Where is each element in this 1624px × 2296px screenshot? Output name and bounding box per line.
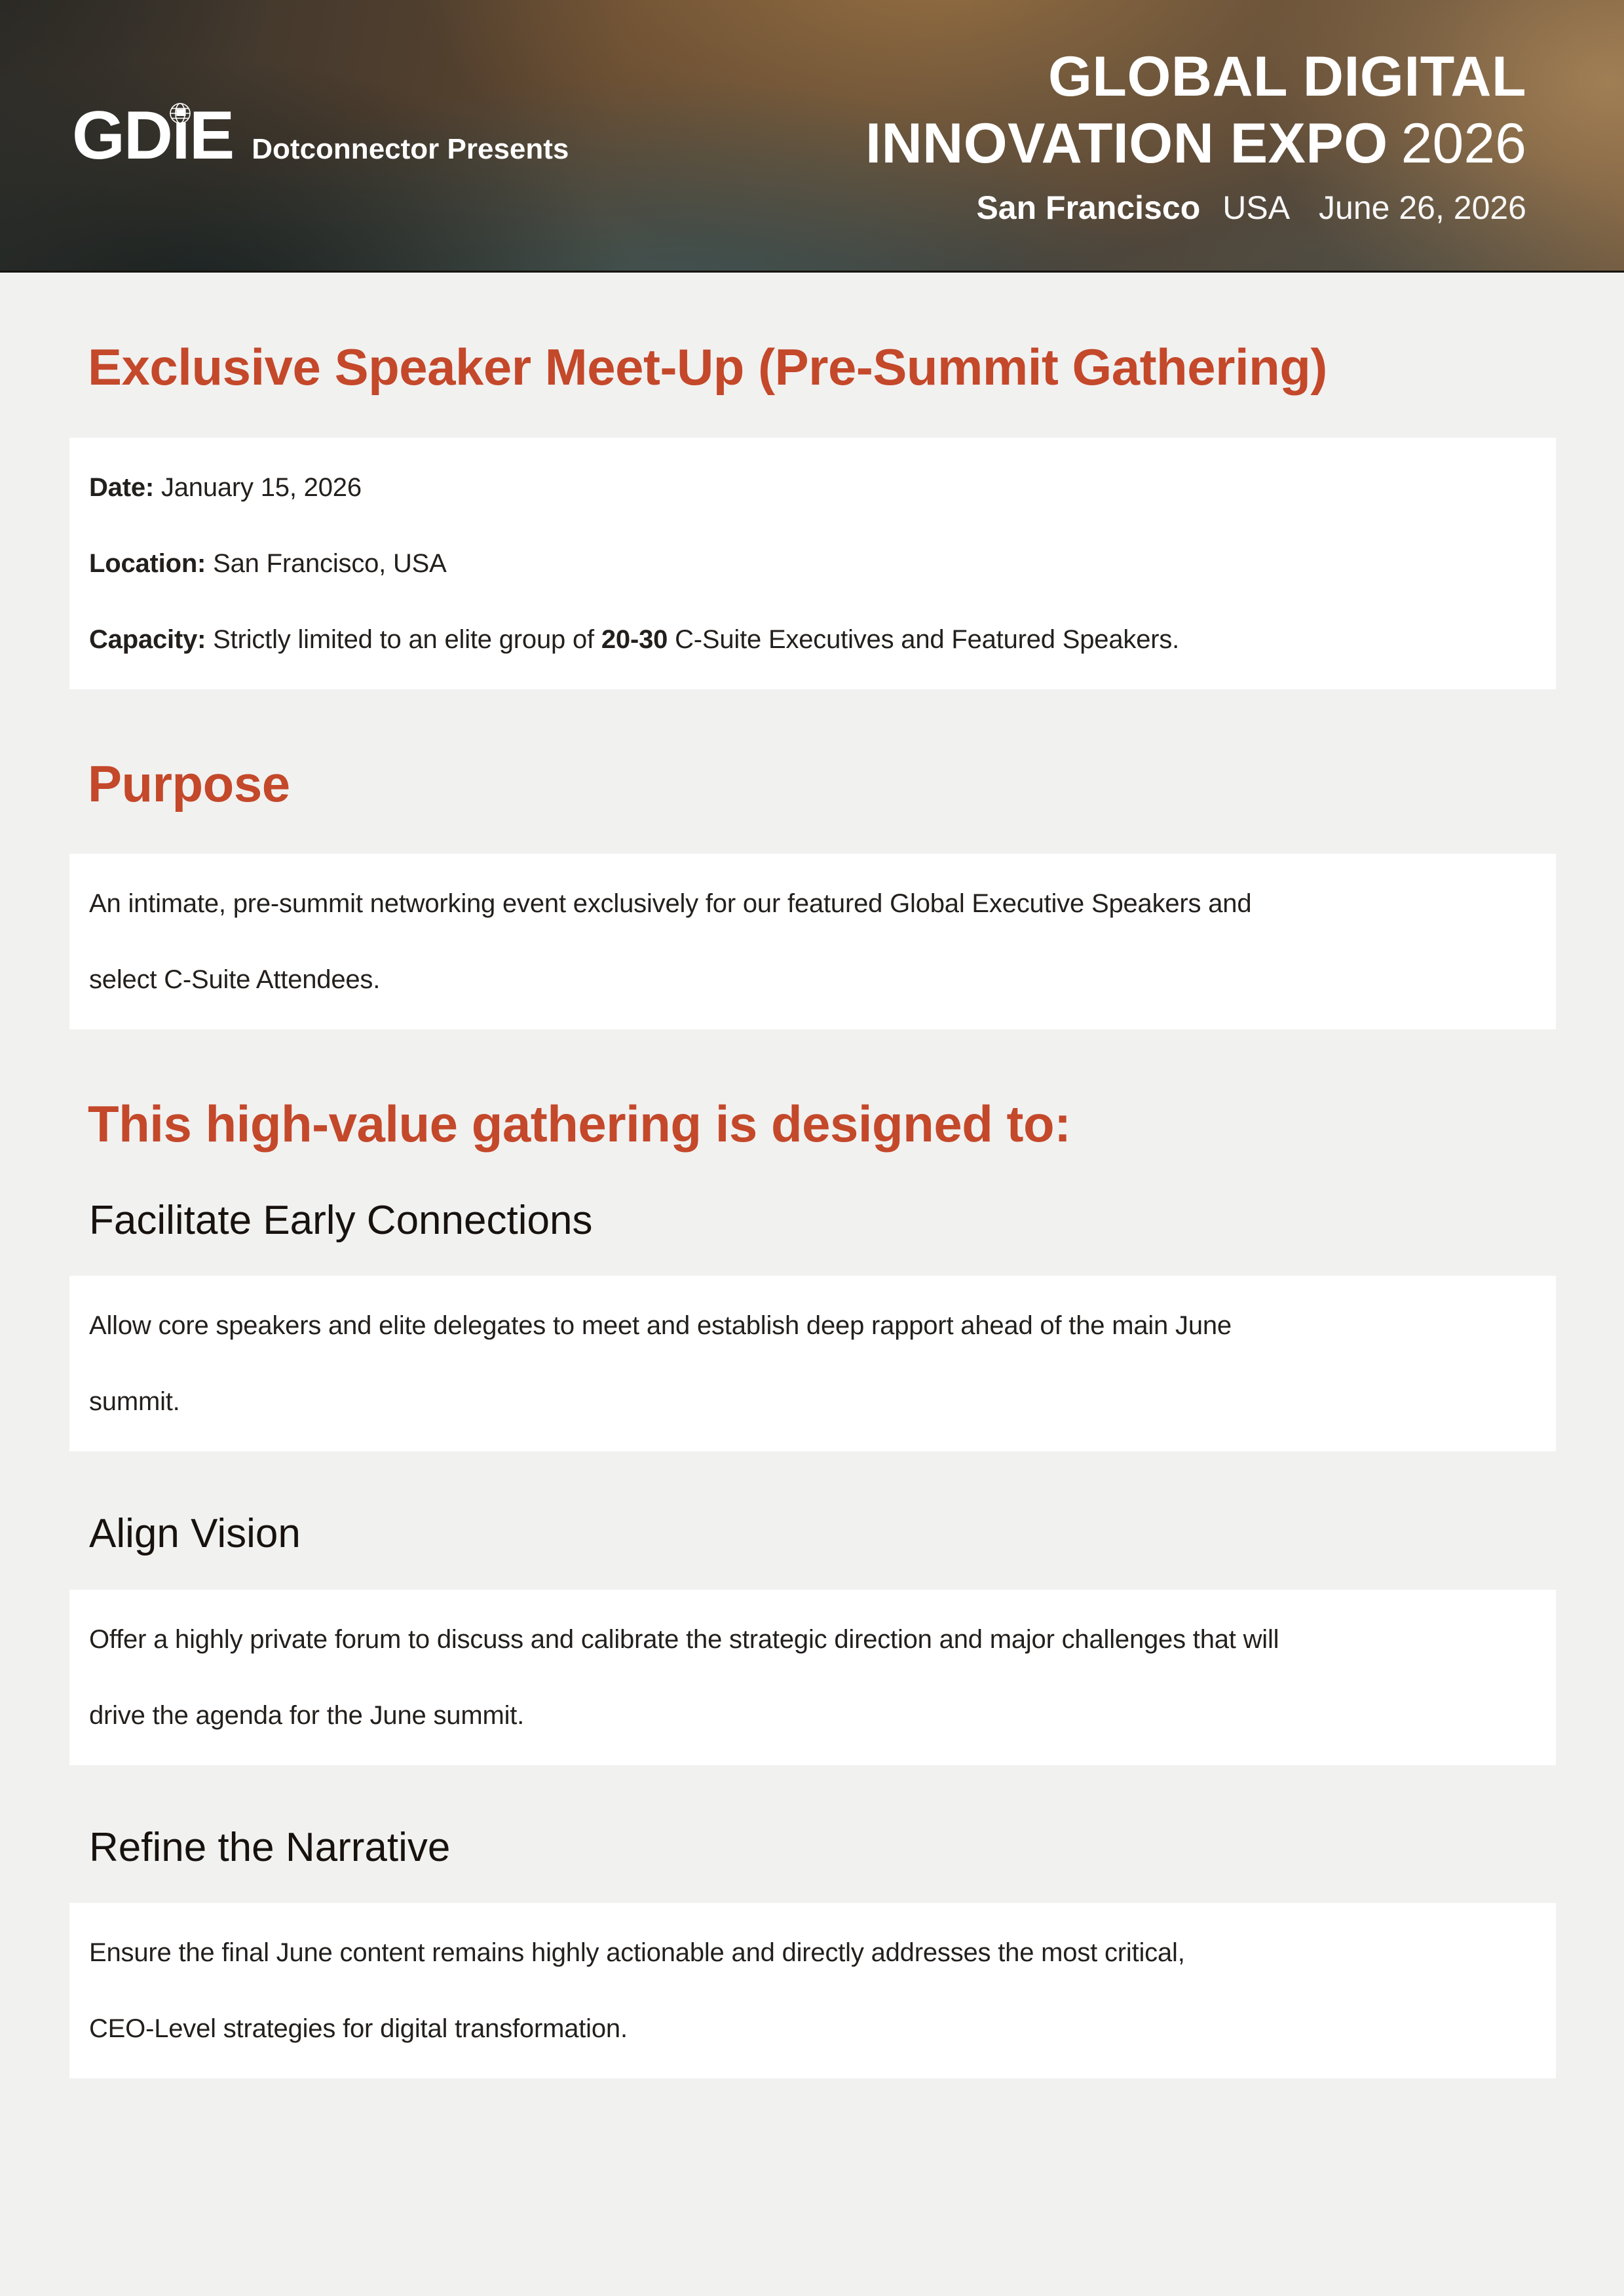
logo-letter-i: i xyxy=(172,102,189,170)
detail-capacity-number: 20-30 xyxy=(601,624,668,654)
detail-capacity xyxy=(89,602,1536,678)
align-vision-text-line: Offer a highly private forum to discuss and calibrate the strategic direction and major challenges that will xyxy=(89,1624,1279,1654)
logo-tagline: Dotconnector Presents xyxy=(252,132,569,165)
align-vision-text-line: drive the agenda for the June summit. xyxy=(89,1700,525,1730)
logo xyxy=(72,97,234,174)
event-details-box xyxy=(69,438,1556,689)
detail-date-value: January 15, 2026 xyxy=(154,472,362,502)
logo-text-gd: GD xyxy=(72,97,172,174)
detail-location xyxy=(89,526,1536,602)
detail-date xyxy=(89,450,1536,526)
purpose-box xyxy=(69,854,1556,1029)
facilitate-text-line: summit. xyxy=(89,1387,180,1417)
item-heading-align-vision: Align Vision xyxy=(89,1511,301,1557)
refine-narrative-text-line: Ensure the final June content remains highly actionable and directly addresses the most critical, xyxy=(89,1938,1185,1968)
detail-capacity-pre: Strictly limited to an elite group of xyxy=(206,624,601,654)
expo-title-line2: INNOVATION EXPO 2026 xyxy=(865,111,1526,175)
item-heading-facilitate: Facilitate Early Connections xyxy=(89,1197,593,1243)
expo-title-block xyxy=(865,44,1624,227)
detail-location-value: San Francisco, USA xyxy=(206,548,447,578)
designed-heading: This high-value gathering is designed to: xyxy=(88,1095,1071,1153)
venue-line xyxy=(865,189,1526,227)
main-content xyxy=(0,335,1624,2078)
purpose-text-line: select C-Suite Attendees. xyxy=(89,965,381,994)
detail-location-label: Location: xyxy=(89,548,206,578)
facilitate-box xyxy=(69,1276,1556,1451)
globe-mesh-icon xyxy=(168,102,192,125)
logo-text-e: E xyxy=(189,97,234,174)
item-heading-refine-narrative: Refine the Narrative xyxy=(89,1824,451,1870)
page-title: Exclusive Speaker Meet-Up (Pre-Summit Gathering) xyxy=(88,338,1327,396)
expo-year: 2026 xyxy=(1401,111,1526,175)
venue-country: USA xyxy=(1222,189,1291,226)
detail-capacity-post: C-Suite Executives and Featured Speakers. xyxy=(668,624,1180,654)
purpose-heading: Purpose xyxy=(88,754,290,813)
detail-capacity-label: Capacity: xyxy=(89,624,206,654)
facilitate-text-line: Allow core speakers and elite delegates to meet and establish deep rapport ahead of the main June xyxy=(89,1311,1232,1341)
align-vision-box xyxy=(69,1590,1556,1765)
refine-narrative-box xyxy=(69,1903,1556,2078)
venue-date: June 26, 2026 xyxy=(1319,189,1526,226)
purpose-text-line: An intimate, pre-summit networking event exclusively for our featured Global Executive Speakers and xyxy=(89,889,1252,918)
expo-title-line1: GLOBAL DIGITAL xyxy=(1048,45,1526,109)
logo-group xyxy=(0,97,569,174)
refine-narrative-text-line: CEO-Level strategies for digital transformation. xyxy=(89,2014,628,2044)
venue-city: San Francisco xyxy=(976,189,1201,226)
detail-date-label: Date: xyxy=(89,472,155,502)
header-banner xyxy=(0,0,1624,273)
